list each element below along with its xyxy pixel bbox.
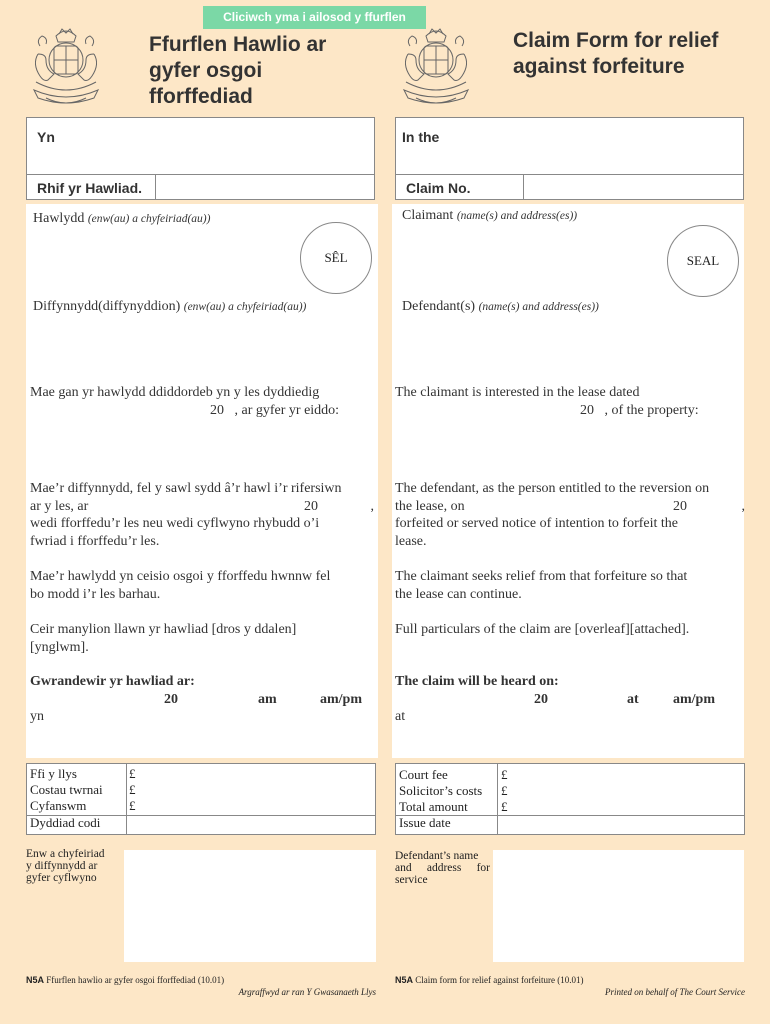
english-service-label: Defendant’s name and address for service bbox=[395, 850, 490, 886]
welsh-hearing-label: Gwrandewir yr hawliad ar: bbox=[30, 674, 195, 689]
welsh-seal: SÊL bbox=[300, 222, 372, 294]
english-defendant-statement: The defendant, as the person entitled to the reversion on the lease, on 20 , forfeited or served notice of intention to forfeit the lease. bbox=[395, 481, 745, 549]
english-court-label: In the bbox=[402, 129, 440, 145]
english-particulars-statement: Full particulars of the claim are [overleaf][attached]. bbox=[395, 622, 690, 637]
welsh-claim-number-input[interactable] bbox=[157, 177, 372, 197]
english-court-field[interactable] bbox=[395, 117, 744, 175]
fee-row[interactable]: Issue date bbox=[399, 815, 451, 830]
english-relief-statement: The claimant seeks relief from that forfeiture so that the lease can continue. bbox=[395, 569, 688, 602]
english-hearing-section: The claim will be heard on: 20 at am/pm at bbox=[395, 673, 745, 727]
english-form-title: Claim Form for relief against forfeiture bbox=[513, 29, 719, 78]
welsh-service-address-input[interactable] bbox=[124, 850, 376, 962]
welsh-hearing-section: Gwrandewir yr hawliad ar: 20 am am/pm yn bbox=[30, 673, 376, 727]
welsh-claim-number-row bbox=[26, 174, 375, 200]
fee-row[interactable]: Total amount £ bbox=[399, 799, 508, 814]
english-hearing-label: The claim will be heard on: bbox=[395, 674, 559, 689]
welsh-court-label: Yn bbox=[37, 129, 55, 145]
welsh-defendant-statement: Mae’r diffynnydd, fel y sawl sydd â’r hawl i’r rifersiwn ar y les, ar 20 , wedi fforffedu’r les neu wedi cyflwyno rhybudd o’i fwriad i fforffedu’r les. bbox=[30, 481, 374, 549]
english-claimant-label: Claimant (name(s) and address(es)) bbox=[402, 208, 578, 223]
fee-row[interactable]: Costau twrnai £ bbox=[30, 782, 136, 797]
welsh-claimant-label: Hawlydd (enw(au) a chyfeiriad(au)) bbox=[33, 211, 211, 226]
welsh-particulars-statement: Ceir manylion llawn yr hawliad [dros y ddalen] [ynglwm]. bbox=[30, 622, 297, 655]
english-defendant-label: Defendant(s) (name(s) and address(es)) bbox=[402, 299, 599, 314]
welsh-relief-statement: Mae’r hawlydd yn ceisio osgoi y fforffedu hwnnw fel bo modd i’r les barhau. bbox=[30, 569, 331, 602]
welsh-fee-table bbox=[26, 763, 376, 835]
welsh-form-title: Ffurflen Hawlio ar gyfer osgoi fforffediad bbox=[149, 33, 327, 108]
fee-row[interactable]: Cyfanswm £ bbox=[30, 798, 136, 813]
royal-coat-of-arms-icon bbox=[396, 24, 476, 109]
welsh-footer: N5A Ffurflen hawlio ar gyfer osgoi fforffediad (10.01) Argraffwyd ar ran Y Gwasanaeth Llys bbox=[26, 975, 376, 997]
english-fee-table bbox=[395, 763, 745, 835]
reset-form-button[interactable]: Cliciwch yma i ailosod y ffurflen bbox=[203, 6, 426, 29]
fee-row[interactable]: Court fee £ bbox=[399, 767, 508, 782]
english-service-address-input[interactable] bbox=[493, 850, 744, 962]
royal-coat-of-arms-icon bbox=[26, 24, 106, 109]
welsh-service-label: Enw a chyfeiriad y diffynnydd ar gyfer cyflwyno bbox=[26, 848, 105, 884]
english-claim-number-label: Claim No. bbox=[406, 180, 471, 196]
fee-row[interactable]: Dyddiad codi bbox=[30, 815, 101, 830]
welsh-claim-number-label: Rhif yr Hawliad. bbox=[37, 180, 143, 196]
welsh-defendant-label: Diffynnydd(diffynyddion) (enw(au) a chyfeiriad(au)) bbox=[33, 299, 307, 314]
fee-row[interactable]: Solicitor’s costs £ bbox=[399, 783, 508, 798]
english-lease-statement: The claimant is interested in the lease dated 20 , of the property: bbox=[395, 385, 699, 418]
english-claim-number-input[interactable] bbox=[526, 177, 741, 197]
welsh-court-field[interactable] bbox=[26, 117, 375, 175]
welsh-lease-statement: Mae gan yr hawlydd ddiddordeb yn y les dyddiedig 20 , ar gyfer yr eiddo: bbox=[30, 385, 340, 418]
english-claim-number-row bbox=[395, 174, 744, 200]
fee-row[interactable]: Ffi y llys £ bbox=[30, 766, 136, 781]
english-seal: SEAL bbox=[667, 225, 739, 297]
english-footer: N5A Claim form for relief against forfeiture (10.01) Printed on behalf of The Court Service bbox=[395, 975, 745, 997]
